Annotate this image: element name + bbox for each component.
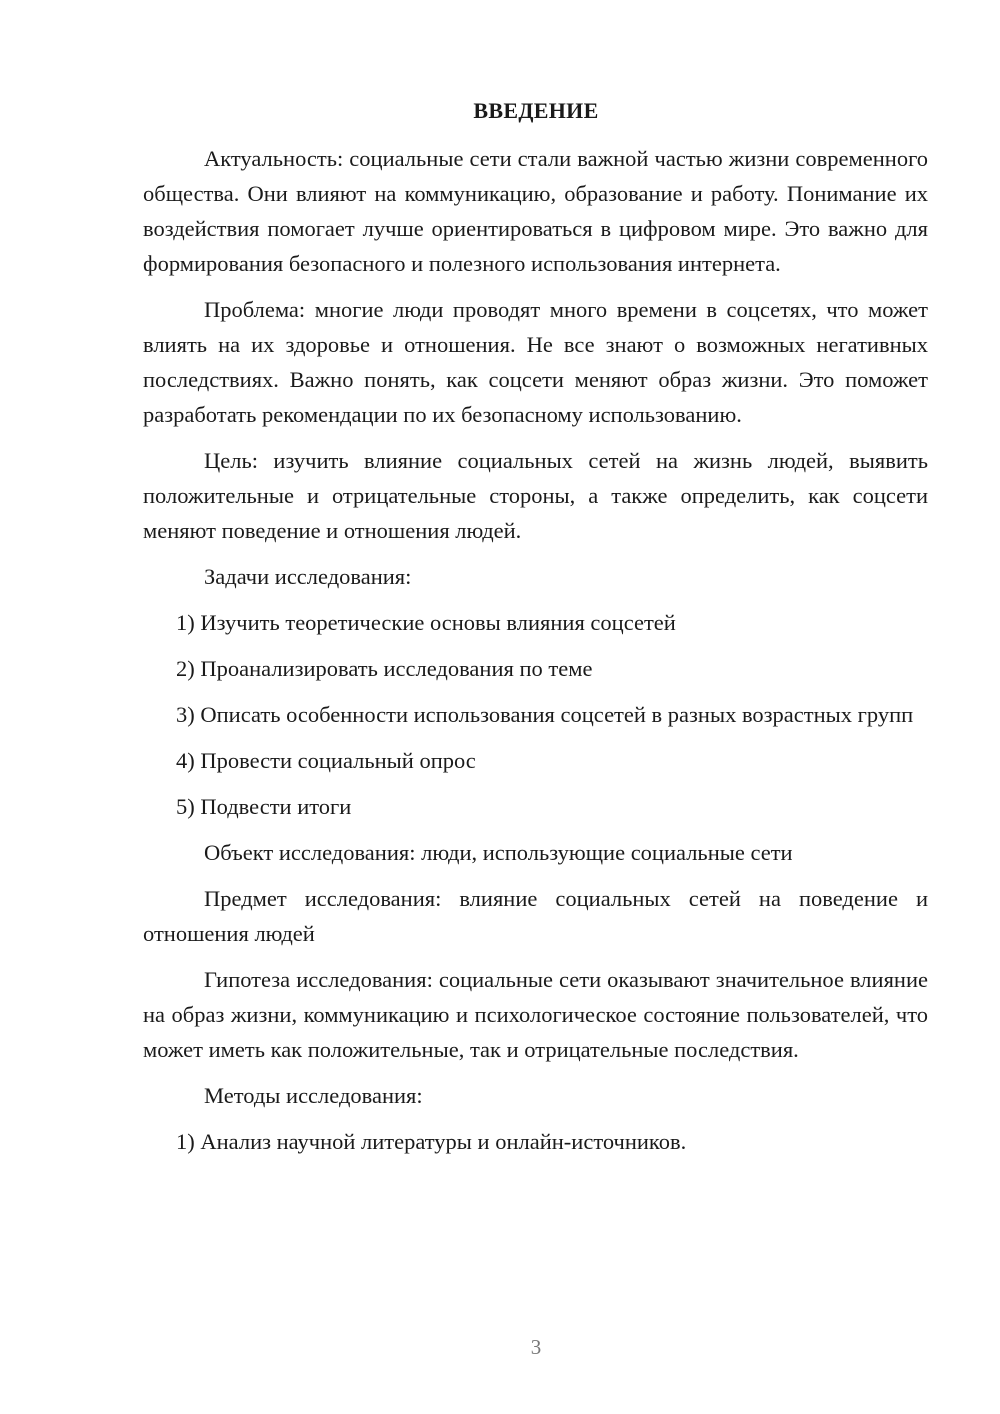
subject-paragraph: Предмет исследования: влияние социальных сетей на поведение и отношения людей	[143, 886, 928, 946]
task-item: 4) Провести социальный опрос	[176, 748, 476, 773]
tasks-title: Задачи исследования:	[204, 564, 412, 589]
method-item: 1) Анализ научной литературы и онлайн-источников.	[176, 1129, 687, 1154]
task-item: 1) Изучить теоретические основы влияния соцсетей	[176, 610, 676, 635]
relevance-paragraph: Актуальность: социальные сети стали важной частью жизни современного общества. Они влияют на коммуникацию, образование и работу. Понимание их воздействия помогает лучше ориентироваться в цифровом мире. Это важно для формирования безопасного и полезного использования интернета.	[143, 146, 928, 276]
document-body	[143, 141, 928, 1170]
task-item: 3) Описать особенности использования соцсетей в разных возрастных групп	[176, 702, 914, 727]
object-paragraph: Объект исследования: люди, использующие социальные сети	[204, 840, 793, 865]
task-item: 5) Подвести итоги	[176, 794, 352, 819]
problem-paragraph: Проблема: многие люди проводят много времени в соцсетях, что может влиять на их здоровье и отношения. Не все знают о возможных негативных последствиях. Важно понять, как соцсети меняют образ жизни. Это поможет разработать рекомендации по их безопасному использованию.	[143, 297, 928, 427]
hypothesis-paragraph: Гипотеза исследования: социальные сети оказывают значительное влияние на образ жизни, коммуникацию и психологическое состояние пользователей, что может иметь как положительные, так и отрицательные последствия.	[143, 967, 928, 1062]
goal-paragraph: Цель: изучить влияние социальных сетей на жизнь людей, выявить положительные и отрицательные стороны, а также определить, как соцсети меняют поведение и отношения людей.	[143, 448, 928, 543]
page-number: 3	[530, 1335, 542, 1359]
methods-title: Методы исследования:	[204, 1083, 423, 1108]
section-heading: ВВЕДЕНИЕ	[473, 98, 599, 123]
task-item: 2) Проанализировать исследования по теме	[176, 656, 593, 681]
